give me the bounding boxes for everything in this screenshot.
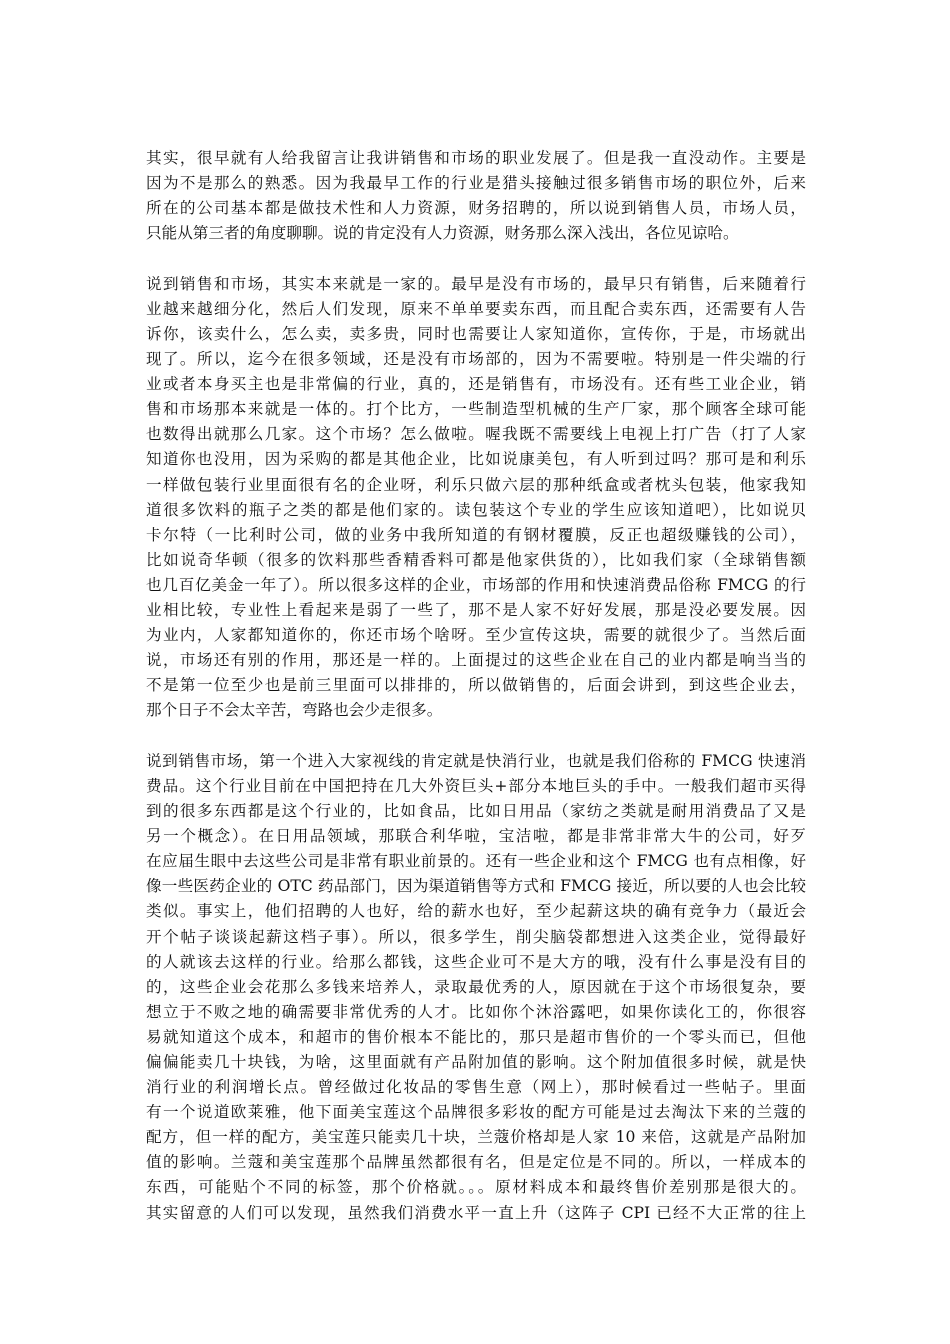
paragraph-intro <box>146 146 806 246</box>
text-line: 偏偏能卖几十块钱，为啥，这里面就有产品附加值的影响。这个附加值很多时候，就是快 <box>146 1052 806 1071</box>
text-line: 另一个概念）。在日用品领域，那联合利华啦，宝洁啦，都是非常非常大牛的公司，好歹 <box>146 827 806 846</box>
text-line: 费品。这个行业目前在中国把持在几大外资巨头+部分本地巨头的手中。一般我们超市买得 <box>146 776 806 795</box>
text-line: 一样做包装行业里面很有名的企业呀，利乐只做六层的那种纸盒或者枕头包装，他家我知 <box>146 475 806 494</box>
text-line: 业相比较，专业性上看起来是弱了一些了，那不是人家不好好发展，那是没必要发展。因 <box>146 600 806 619</box>
text-line: 说到销售市场，第一个进入大家视线的肯定就是快消行业，也就是我们俗称的 FMCG 快速消 <box>146 751 806 770</box>
text-line: 那个日子不会太辛苦，弯路也会少走很多。 <box>146 701 443 720</box>
text-line: 诉你，该卖什么，怎么卖，卖多贵，同时也需要让人家知道你，宣传你，于是，市场就出 <box>146 324 806 343</box>
text-line: 消行业的利润增长点。曾经做过化妆品的零售生意（网上），那时候看过一些帖子。里面 <box>146 1078 806 1097</box>
text-line: 也数得出就那么几家。这个市场？怎么做啦。喔我既不需要线上电视上打广告（打了人家 <box>146 425 806 444</box>
text-line: 卡尔特（一比利时公司，做的业务中我所知道的有钢材覆膜，反正也超级赚钱的公司）， <box>146 525 806 544</box>
text-line: 到的很多东西都是这个行业的，比如食品，比如日用品（家纺之类就是耐用消费品了又是 <box>146 802 806 821</box>
text-line: 值的影响。兰蔻和美宝莲那个品牌虽然都很有名，但是定位是不同的。所以，一样成本的 <box>146 1153 806 1172</box>
text-line: 像一些医药企业的 OTC 药品部门，因为渠道销售等方式和 FMCG 接近，所以要的人也会比较 <box>146 877 806 896</box>
text-line: 有一个说道欧莱雅，他下面美宝莲这个品牌很多彩妆的配方可能是过去淘汰下来的兰蔻的 <box>146 1103 806 1122</box>
paragraph-fmcg <box>146 749 806 1226</box>
text-line: 因为不是那么的熟悉。因为我最早工作的行业是猎头接触过很多销售市场的职位外，后来 <box>146 174 806 193</box>
text-line: 其实留意的人们可以发现，虽然我们消费水平一直上升（这阵子 CPI 已经不大正常的往上 <box>146 1203 806 1222</box>
text-line: 类似。事实上，他们招聘的人也好，给的薪水也好，至少起薪这块的确有竞争力（最近会 <box>146 902 806 921</box>
text-line: 开个帖子谈谈起薪这档子事）。所以，很多学生，削尖脑袋都想进入这类企业，觉得最好 <box>146 927 806 946</box>
text-line: 的，这些企业会花那么多钱来培养人，录取最优秀的人，原因就在于这个市场很复杂，要 <box>146 977 806 996</box>
text-line: 所在的公司基本都是做技术性和人力资源，财务招聘的，所以说到销售人员，市场人员， <box>146 199 806 218</box>
text-line: 业越来越细分化，然后人们发现，原来不单单要卖东西，而且配合卖东西，还需要有人告 <box>146 299 806 318</box>
text-line: 易就知道这个成本，和超市的售价根本不能比的，那只是超市售价的一个零头而已，但他 <box>146 1027 806 1046</box>
text-line: 东西，可能贴个不同的标签，那个价格就。。。原材料成本和最终售价差别那是很大的。 <box>146 1178 806 1197</box>
text-line: 说到销售和市场，其实本来就是一家的。最早是没有市场的，最早只有销售，后来随着行 <box>146 274 806 293</box>
text-line: 为业内，人家都知道你的，你还市场个啥呀。至少宣传这块，需要的就很少了。当然后面 <box>146 626 806 645</box>
text-line: 只能从第三者的角度聊聊。说的肯定没有人力资源，财务那么深入浅出，各位见谅哈。 <box>146 224 739 243</box>
text-line: 业或者本身买主也是非常偏的行业，真的，还是销售有，市场没有。还有些工业企业，销 <box>146 375 806 394</box>
text-line: 售和市场那本来就是一体的。打个比方，一些制造型机械的生产厂家，那个顾客全球可能 <box>146 400 806 419</box>
text-line: 其实，很早就有人给我留言让我讲销售和市场的职业发展了。但是我一直没动作。主要是 <box>146 149 806 167</box>
text-line: 配方，但一样的配方，美宝莲只能卖几十块，兰蔻价格却是人家 10 来倍，这就是产品附加 <box>146 1128 806 1147</box>
text-line: 想立于不败之地的确需要非常优秀的人才。比如你个沐浴露吧，如果你读化工的，你很容 <box>146 1002 806 1021</box>
text-line: 在应届生眼中去这些公司是非常有职业前景的。还有一些企业和这个 FMCG 也有点相像，好 <box>146 852 806 871</box>
paragraph-sales-and-marketing <box>146 272 806 724</box>
text-line: 比如说奇华顿（很多的饮料那些香精香料可都是他家供货的），比如我们家（全球销售额 <box>146 550 806 569</box>
text-line: 也几百亿美金一年了）。所以很多这样的企业，市场部的作用和快速消费品俗称 FMCG 的行 <box>146 575 806 594</box>
document-page <box>146 146 806 1226</box>
text-line: 道很多饮料的瓶子之类的都是他们家的。读包装这个专业的学生应该知道吧），比如说贝 <box>146 500 806 519</box>
text-line: 现了。所以，迄今在很多领域，还是没有市场部的，因为不需要啦。特别是一件尖端的行 <box>146 350 806 369</box>
text-line: 不是第一位至少也是前三里面可以排排的，所以做销售的，后面会讲到，到这些企业去， <box>146 676 806 695</box>
text-line: 的人就该去这样的行业。给那么都钱，这些企业可不是大方的哦，没有什么事是没有目的 <box>146 952 806 971</box>
text-line: 说，市场还有别的作用，那还是一样的。上面提过的这些企业在自己的业内都是响当当的 <box>146 651 806 670</box>
text-line: 知道你也没用，因为采购的都是其他企业，比如说康美包，有人听到过吗？那可是和利乐 <box>146 450 806 469</box>
